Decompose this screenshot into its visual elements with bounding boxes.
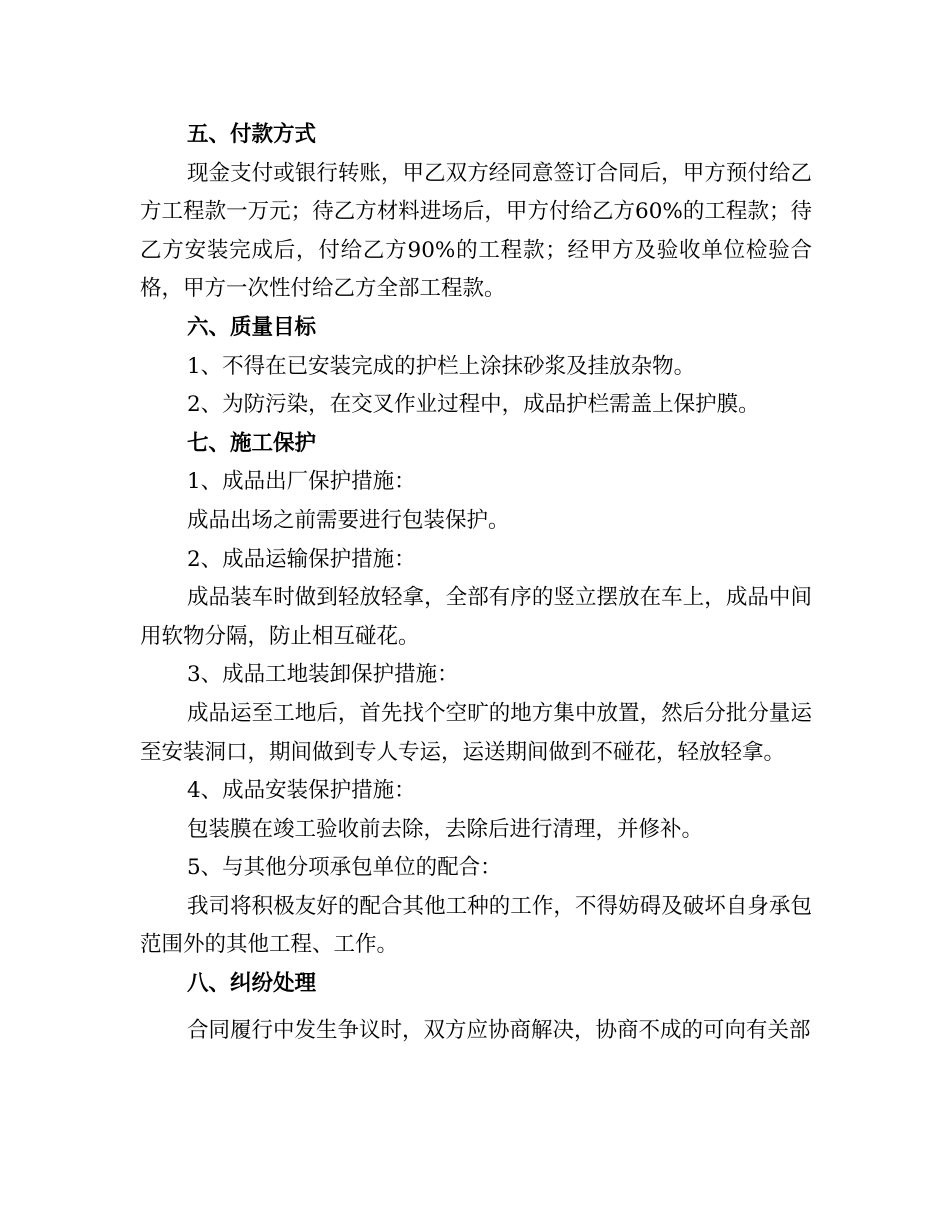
section-heading-protection: 七、施工保护 xyxy=(187,430,317,456)
paragraph-quality-1: 1、不得在已安装完成的护栏上涂抹砂浆及挂放杂物。 xyxy=(187,353,696,379)
paragraph-quality-2: 2、为防污染，在交叉作业过程中，成品护栏需盖上保护膜。 xyxy=(187,392,760,418)
document-page xyxy=(140,116,812,1050)
paragraph-protection-coordination-body: 我司将积极友好的配合其他工种的工作，不得妨碍及破坏自身承包范围外的其他工程、工作。 xyxy=(140,893,812,958)
paragraph-protection-site-title: 3、成品工地装卸保护措施： xyxy=(187,662,459,688)
paragraph-protection-coordination-title: 5、与其他分项承包单位的配合： xyxy=(187,855,502,881)
paragraph-protection-transport-body: 成品装车时做到轻放轻拿，全部有序的竖立摆放在车上，成品中间用软物分隔，防止相互碰花。 xyxy=(140,585,812,649)
paragraph-protection-factory-body: 成品出场之前需要进行包装保护。 xyxy=(187,507,510,533)
paragraph-payment-terms: 现金支付或银行转账，甲乙双方经同意签订合同后，甲方预付给乙方工程款一万元；待乙方材料进场后，甲方付给乙方60%的工程款；待乙方安装完成后，付给乙方90%的工程款；经甲方及验收单位检验合格，甲方一次性付给乙方全部工程款。 xyxy=(140,160,812,302)
paragraph-protection-install-body: 包装膜在竣工验收前去除，去除后进行清理，并修补。 xyxy=(187,816,704,842)
section-heading-dispute: 八、纠纷处理 xyxy=(187,971,317,997)
section-heading-quality: 六、质量目标 xyxy=(187,314,317,340)
paragraph-protection-transport-title: 2、成品运输保护措施： xyxy=(187,546,416,572)
paragraph-dispute: 合同履行中发生争议时，双方应协商解决，协商不成的可向有关部 xyxy=(187,1017,811,1043)
paragraph-protection-install-title: 4、成品安装保护措施： xyxy=(187,778,416,804)
paragraph-protection-site-body: 成品运至工地后，首先找个空旷的地方集中放置，然后分批分量运至安装洞口，期间做到专人专运，运送期间做到不碰花，轻放轻拿。 xyxy=(140,700,812,765)
paragraph-protection-factory-title: 1、成品出厂保护措施： xyxy=(187,469,416,495)
section-heading-payment: 五、付款方式 xyxy=(187,122,317,147)
